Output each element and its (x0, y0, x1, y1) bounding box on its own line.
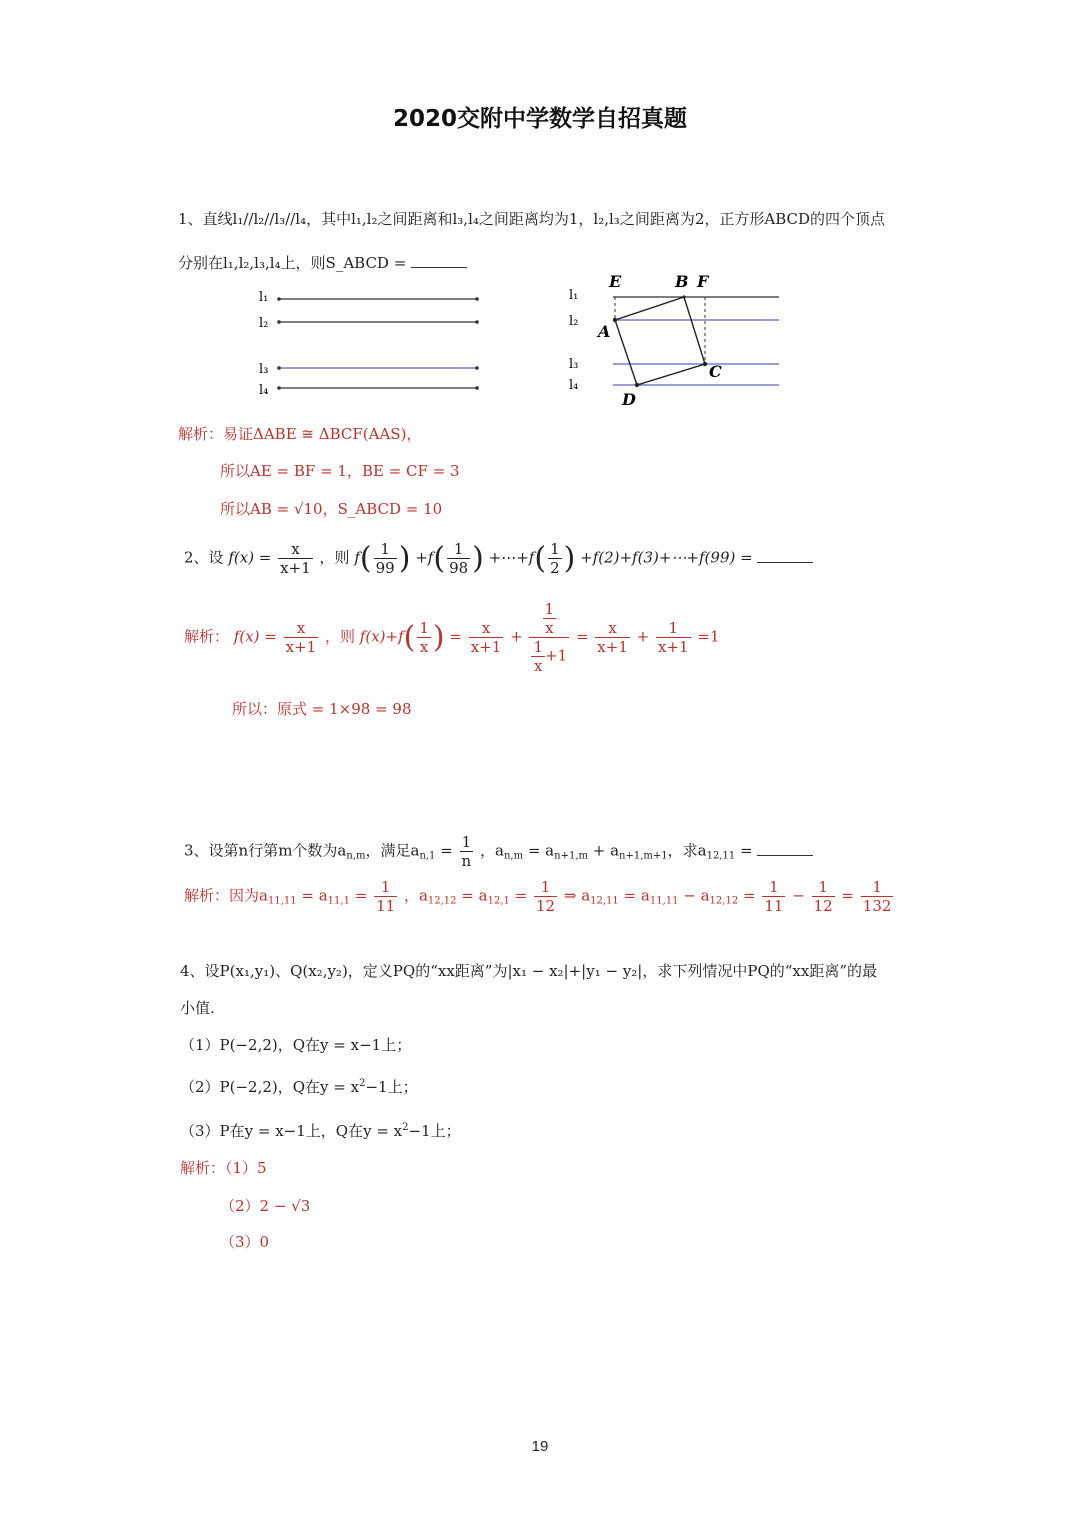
q2-tail: +f(2)+f(3)+⋯+f(99) = (580, 548, 753, 567)
left-lines (277, 297, 479, 390)
q1-solution-1 (178, 423, 421, 444)
left-label-l3: l₃ (259, 362, 269, 377)
right-label-l1: l₁ (569, 288, 579, 303)
answer-blank (757, 841, 813, 856)
q3-solution: 解析：因为$a_{11,11} = a_{11,1}$ = $\frac{1}{11}$ ，$a_{12,12} = a_{12,1}$ = $\frac{1}{12}$ ⇒ $a_{12,11} = a_{11,11} - a_{12,12}$ = $\frac{1}{11}$ − $\frac{1}{12}$ = $\frac{1}{132}$ (184, 878, 892, 915)
solution-label: 解析： (184, 627, 230, 646)
point-a: A (598, 322, 611, 341)
q2-frac: $\frac{x}{x+1}$ (280, 540, 311, 577)
square-abcd (615, 297, 705, 385)
q1-sol1-text: 易证ΔABE ≅ ΔBCF(AAS)， (223, 425, 422, 443)
q4-case3: （3）P在y = x−1上，Q在$y = x^2-1$上； (180, 1122, 461, 1140)
left-label-l4: l₄ (259, 383, 269, 398)
q2-label: 2、设 (184, 548, 224, 567)
point-b: B (675, 272, 689, 291)
q2-solution-2: 所以：原式 = 1×98 = 98 (232, 700, 412, 718)
left-label-l1: l₁ (259, 290, 269, 305)
q4-solution-2: （2）2 − √3 (220, 1197, 311, 1215)
q1-line1: 1、直线l₁//l₂//l₃//l₄，其中l₁,l₂之间距离和l₃,l₄之间距离均为1，l₂,l₃之间距离为2，正方形ABCD的四个顶点 (178, 210, 886, 228)
point-e: E (609, 272, 622, 291)
answer-blank (411, 253, 467, 268)
q2-statement: 2、设 f(x) = $\frac{x}{x+1}$ ，则 f( $\frac{1}{99}$ ) +f( $\frac{1}{98}$ ) +⋯+f( $\frac{1}{2}$ ) +f(2)+f(3)+⋯+f(99) = (184, 540, 813, 577)
q1-line2-text: 分别在l₁,l₂,l₃,l₄上，则S_ABCD = (178, 254, 407, 272)
answer-blank (757, 548, 813, 563)
q1-figure-left (255, 282, 495, 407)
point-f: F (697, 272, 709, 291)
q1-solution-3: 所以AB = √10，S_ABCD = 10 (220, 500, 443, 518)
solution-label: 解析： (178, 425, 224, 443)
point-c: C (709, 362, 722, 381)
solution-label: 解析： (180, 1159, 226, 1177)
q3-statement: 3、设第n行第m个数为$a_{n,m}$，满足$a_{n,1}$ = $\frac{1}{n}$ ，$a_{n,m} = a_{n+1,m} + a_{n+1,m+1}$，求$a_{12,11}$ = (184, 833, 813, 870)
q1-figure-right (565, 268, 790, 413)
q2-solution: 解析： f(x) = $\frac{x}{x+1}$ ，则 f(x)+f( $\frac{1}{x}$ ) = $\frac{x}{x+1}$ + $\frac{1}{x}$ $\frac{1}{x}$ +1 = $\frac{x}{x+1}$ + $\frac{1}{x+1}$ =1 (184, 600, 720, 675)
q4-line1: 4、设P(x₁,y₁)、Q(x₂,y₂)，定义PQ的“xx距离”为|x₁ − x₂|+|y₁ − y₂|，求下列情况中PQ的“xx距离”的最 (180, 962, 878, 980)
q2-fx: f(x) = (228, 548, 272, 567)
q1-solution-2: 所以AE = BF = 1，BE = CF = 3 (220, 462, 460, 480)
q1-line2 (178, 252, 467, 273)
point-d: D (622, 390, 636, 409)
left-label-l2: l₂ (259, 316, 269, 331)
right-label-l3: l₃ (569, 357, 579, 372)
solution-label: 解析： (184, 886, 230, 905)
q4-solution-3: （3）0 (220, 1233, 270, 1251)
q4-solution-1: 解析：（1）5 (180, 1159, 267, 1177)
page-number: 19 (531, 1438, 549, 1455)
page-title: 2020交附中学数学自招真题 (392, 106, 687, 132)
right-label-l4: l₄ (569, 378, 579, 393)
q4-case1: （1）P(−2,2)，Q在y = x−1上； (180, 1036, 412, 1054)
q4-case2: （2）P(−2,2)，Q在$y = x^2-1$上； (180, 1078, 418, 1096)
right-label-l2: l₂ (569, 314, 579, 329)
q4-line2: 小值. (180, 999, 215, 1017)
